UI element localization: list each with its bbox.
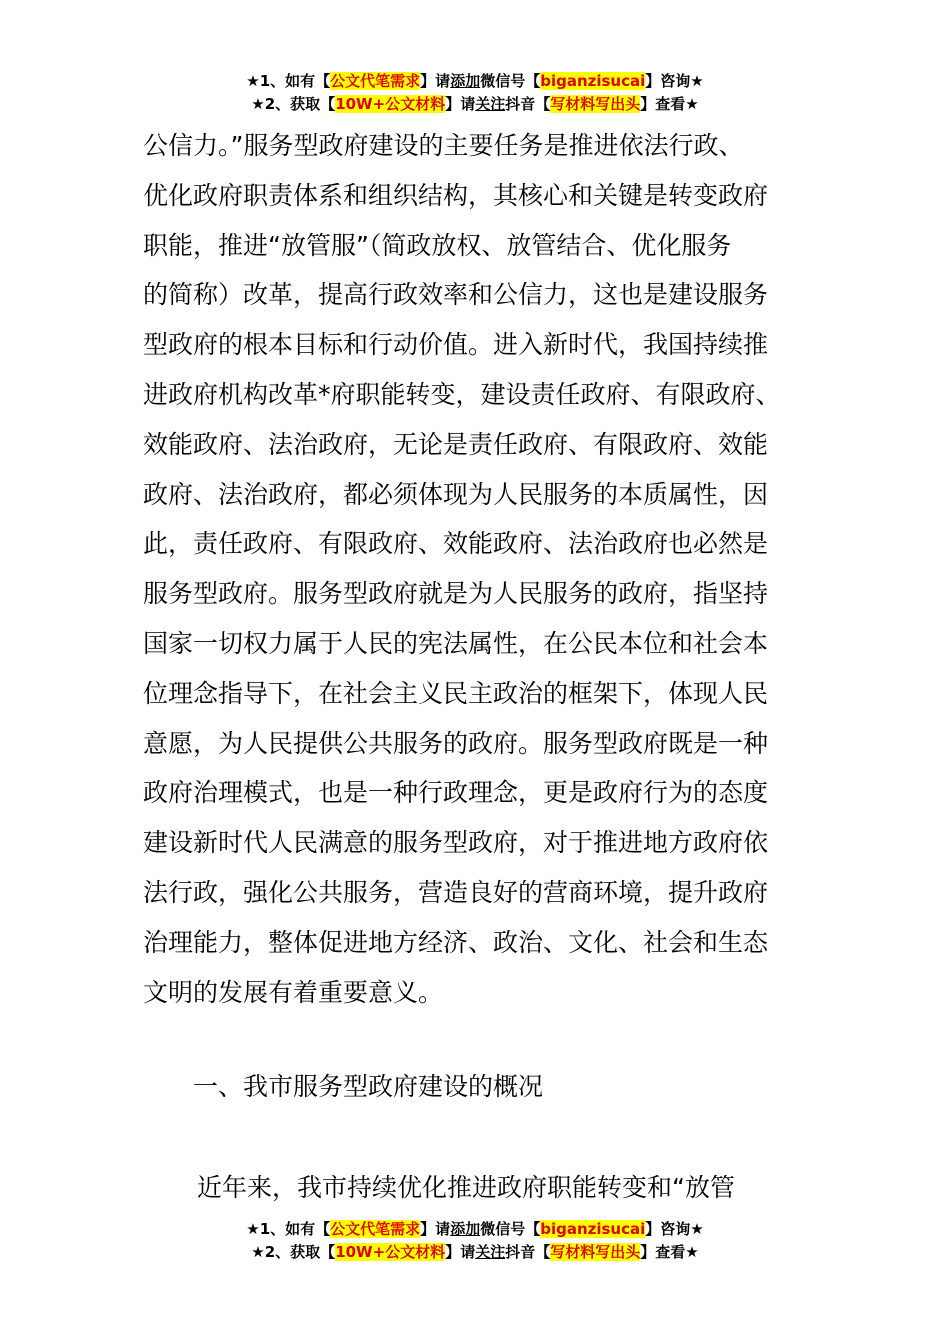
banner-line-1: ★1、如有【公文代笔需求】请添加微信号【biganzisucai】咨询★ <box>246 1220 704 1238</box>
body-line: 服务型政府。服务型政府就是为人民服务的政府，指坚持 <box>143 579 769 609</box>
highlight-douyin-account: 写材料写出头 <box>550 95 641 113</box>
footer-banner <box>0 1218 950 1264</box>
highlight-douyin-account: 写材料写出头 <box>550 1243 641 1261</box>
paragraph-start-line: 近年来，我市持续优化推进政府职能转变和“放管 <box>197 1173 735 1202</box>
body-line: 此，责任政府、有限政府、效能政府、法治政府也必然是 <box>143 529 769 559</box>
body-line: 职能，推进“放管服”（简政放权、放管结合、优化服务 <box>143 230 732 260</box>
body-line: 型政府的根本目标和行动价值。进入新时代，我国持续推 <box>143 330 769 360</box>
body-line: 位理念指导下，在社会主义民主政治的框架下，体现人民 <box>143 678 769 708</box>
body-line: 政府、法治政府，都必须体现为人民服务的本质属性，因 <box>143 479 769 509</box>
body-line: 的简称）改革，提高行政效率和公信力，这也是建设服务 <box>143 280 769 310</box>
highlight-writing-service: 公文代笔需求 <box>330 1220 421 1238</box>
highlight-writing-service: 公文代笔需求 <box>330 72 421 90</box>
body-line: 治理能力，整体促进地方经济、政治、文化、社会和生态 <box>143 927 769 957</box>
banner-line-2: ★2、获取【10W+公文材料】请关注抖音【写材料写出头】查看★ <box>251 95 699 113</box>
banner-line-1: ★1、如有【公文代笔需求】请添加微信号【biganzisucai】咨询★ <box>246 72 704 90</box>
body-line: 进政府机构改革*府职能转变，建设责任政府、有限政府、 <box>143 379 781 409</box>
body-line: 国家一切权力属于人民的宪法属性，在公民本位和社会本 <box>143 628 769 658</box>
banner-line-2: ★2、获取【10W+公文材料】请关注抖音【写材料写出头】查看★ <box>251 1243 699 1261</box>
body-line: 文明的发展有着重要意义。 <box>143 977 444 1007</box>
body-line: 政府治理模式，也是一种行政理念，更是政府行为的态度 <box>143 778 769 808</box>
body-line: 建设新时代人民满意的服务型政府，对于推进地方政府依 <box>143 828 769 858</box>
body-line: 公信力。”服务型政府建设的主要任务是推进依法行政、 <box>143 131 744 160</box>
highlight-wechat-id: biganzisucai <box>540 72 646 90</box>
section-heading: 一、我市服务型政府建设的概况 <box>193 1072 544 1101</box>
highlight-materials: 10W+公文材料 <box>335 95 446 113</box>
highlight-wechat-id: biganzisucai <box>540 1220 646 1238</box>
body-line: 效能政府、法治政府，无论是责任政府、有限政府、效能 <box>143 429 769 459</box>
body-line: 意愿，为人民提供公共服务的政府。服务型政府既是一种 <box>143 728 769 758</box>
highlight-materials: 10W+公文材料 <box>335 1243 446 1261</box>
body-paragraph <box>143 121 813 1017</box>
body-line: 法行政，强化公共服务，营造良好的营商环境，提升政府 <box>143 877 769 907</box>
header-banner <box>0 70 950 116</box>
body-line: 优化政府职责体系和组织结构，其核心和关键是转变政府 <box>143 180 769 210</box>
